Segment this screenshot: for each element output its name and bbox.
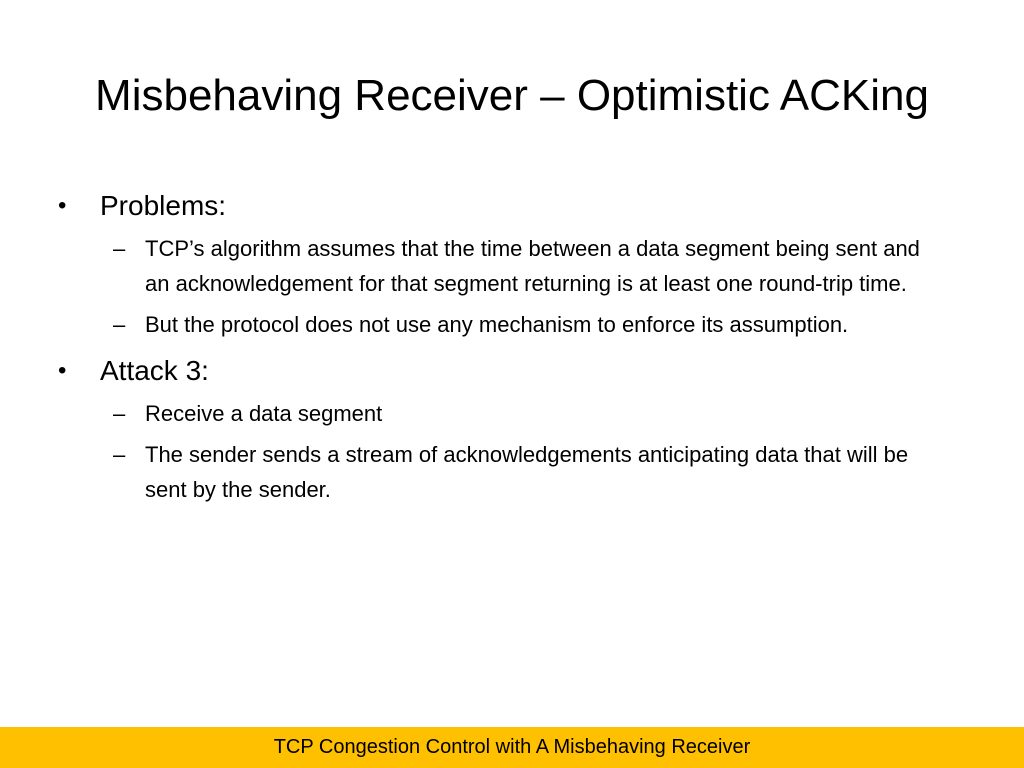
dash-marker: – — [113, 236, 126, 261]
sub-bullet-text: Receive a data segment — [145, 401, 383, 426]
sub-bullet-list — [58, 231, 958, 342]
sub-bullet-text: But the protocol does not use any mechanism to enforce its assumption. — [145, 312, 849, 337]
bullet-attack-3 — [58, 352, 958, 390]
bullet-text: Attack 3: — [100, 355, 209, 386]
sub-bullet-text: The sender sends a stream of acknowledgements anticipating data that will be sent by the sender. — [145, 442, 909, 502]
footer-bar — [0, 727, 1024, 768]
dash-marker: – — [113, 442, 126, 467]
bullet-marker: • — [58, 357, 67, 384]
bullet-text: Problems: — [100, 190, 227, 221]
dash-marker: – — [113, 401, 126, 426]
sub-bullet-item — [58, 307, 945, 342]
sub-bullet-item — [58, 396, 945, 431]
slide-title: Misbehaving Receiver – Optimistic ACKing — [95, 71, 929, 120]
sub-bullet-item — [58, 437, 945, 507]
slide-content — [58, 187, 958, 517]
sub-bullet-list — [58, 396, 958, 507]
bullet-problems — [58, 187, 958, 225]
sub-bullet-text: TCP’s algorithm assumes that the time between a data segment being sent and an acknowledgement for that segment returning is at least one round-trip time. — [145, 236, 920, 296]
footer-text: TCP Congestion Control with A Misbehaving Receiver — [273, 736, 751, 758]
sub-bullet-item — [58, 231, 945, 301]
bullet-marker: • — [58, 192, 67, 219]
dash-marker: – — [113, 312, 126, 337]
